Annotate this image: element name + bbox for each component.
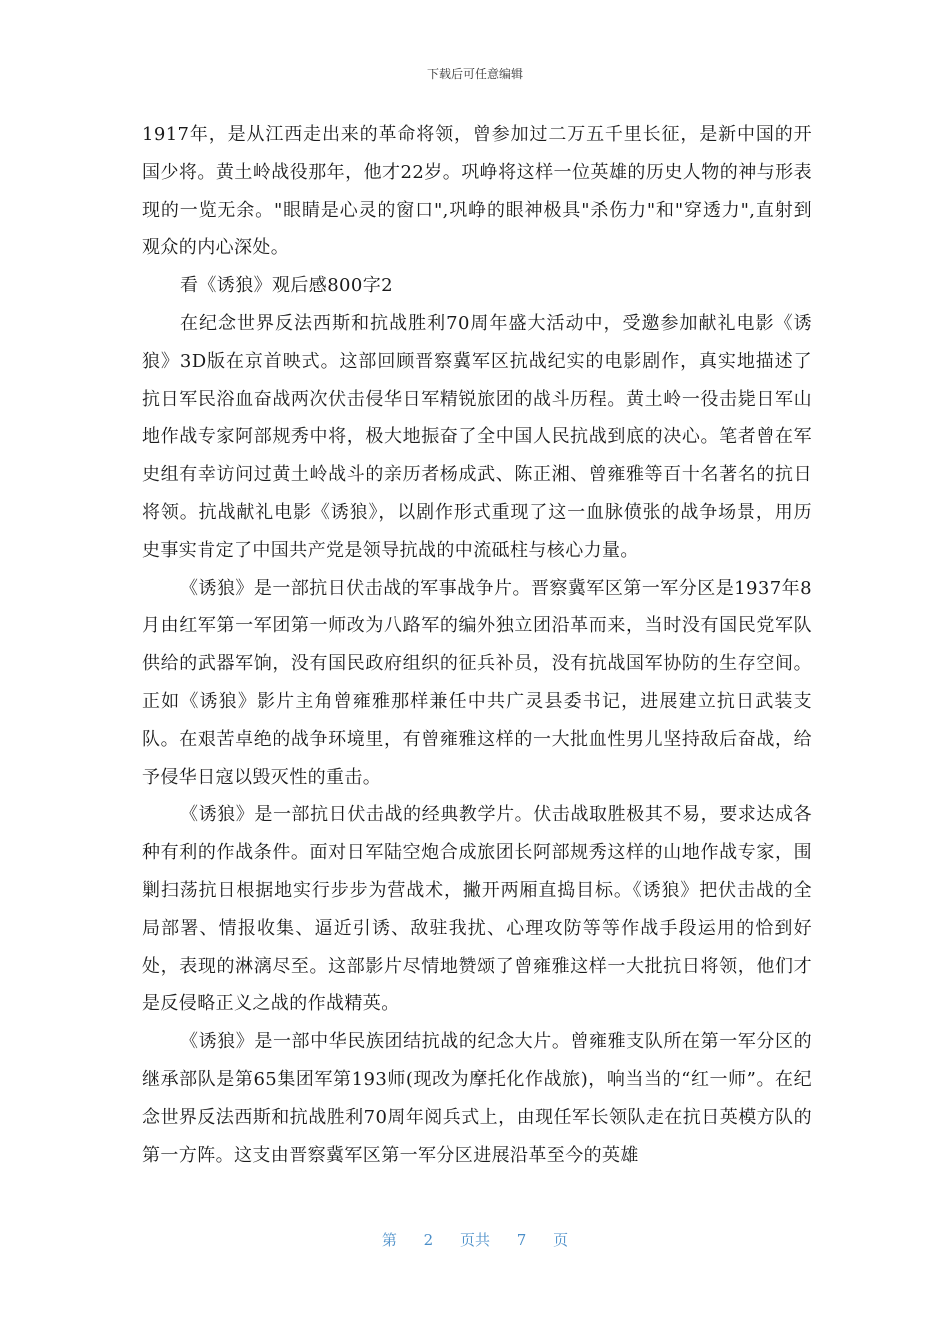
paragraph: 在纪念世界反法西斯和抗战胜利70周年盛大活动中，受邀参加献礼电影《诱狼》3D版在京首映式。这部回顾晋察冀军区抗战纪实的电影剧作，真实地描述了抗日军民浴血奋战两次伏击侵华日军精锐旅团的战斗历程。黄土岭一役击毙日军山地作战专家阿部规秀中将，极大地振奋了全中国人民抗战到底的决心。笔者曾在军史组有幸访问过黄土岭战斗的亲历者杨成武、陈正湘、曾雍雅等百十名著名的抗日将领。抗战献礼电影《诱狼》，以剧作形式重现了这一血脉偾张的战争场景，用历史事实肯定了中国共产党是领导抗战的中流砥柱与核心力量。 <box>142 312 812 561</box>
page-header <box>0 66 950 82</box>
footer-middle: 页共 <box>459 1231 490 1249</box>
page-footer <box>0 1230 950 1250</box>
footer-total-pages: 7 <box>516 1231 527 1249</box>
paragraph: 《诱狼》是一部中华民族团结抗战的纪念大片。曾雍雅支队所在第一军分区的继承部队是第65集团军第193师(现改为摩托化作战旅)，响当当的“红一师”。在纪念世界反法西斯和抗战胜利70周年阅兵式上，由现任军长领队走在抗日英模方队的第一方阵。这支由晋察冀军区第一军分区进展沿革至今的英雄 <box>142 1031 812 1166</box>
header-text: 下载后可任意编辑 <box>426 67 523 81</box>
section-heading: 看《诱狼》观后感800字2 <box>180 275 394 297</box>
paragraph: 《诱狼》是一部抗日伏击战的经典教学片。伏击战取胜极其不易，要求达成各种有利的作战条件。面对日军陆空炮合成旅团长阿部规秀这样的山地作战专家，围剿扫荡抗日根据地实行步步为营战术，撇开两厢直捣目标。《诱狼》把伏击战的全局部署、情报收集、逼近引诱、敌驻我扰、心理攻防等等作战手段运用的恰到好处，表现的淋漓尽至。这部影片尽情地赞颂了曾雍雅这样一大批抗日将领，他们才是反侵略正义之战的作战精英。 <box>142 804 812 1015</box>
footer-prefix: 第 <box>381 1231 397 1249</box>
paragraph: 《诱狼》是一部抗日伏击战的军事战争片。晋察冀军区第一军分区是1937年8月由红军第一军团第一师改为八路军的编外独立团沿革而来，当时没有国民党军队供给的武器军饷，没有国民政府组织的征兵补员，没有抗战国军协防的生存空间。正如《诱狼》影片主角曾雍雅那样兼任中共广灵县委书记，进展建立抗日武装支队。在艰苦卓绝的战争环境里，有曾雍雅这样的一大批血性男儿坚持敌后奋战，给予侵华日寇以毁灭性的重击。 <box>142 577 812 788</box>
footer-current-page: 2 <box>423 1231 434 1249</box>
footer-suffix: 页 <box>553 1231 569 1249</box>
document-body <box>142 116 812 1174</box>
paragraph-continuation: 1917年，是从江西走出来的革命将领，曾参加过二万五千里长征，是新中国的开国少将。黄土岭战役那年，他才22岁。巩峥将这样一位英雄的历史人物的神与形表现的一览无余。"眼睛是心灵的窗口",巩峥的眼神极具"杀伤力"和"穿透力",直射到观众的内心深处。 <box>142 124 812 259</box>
